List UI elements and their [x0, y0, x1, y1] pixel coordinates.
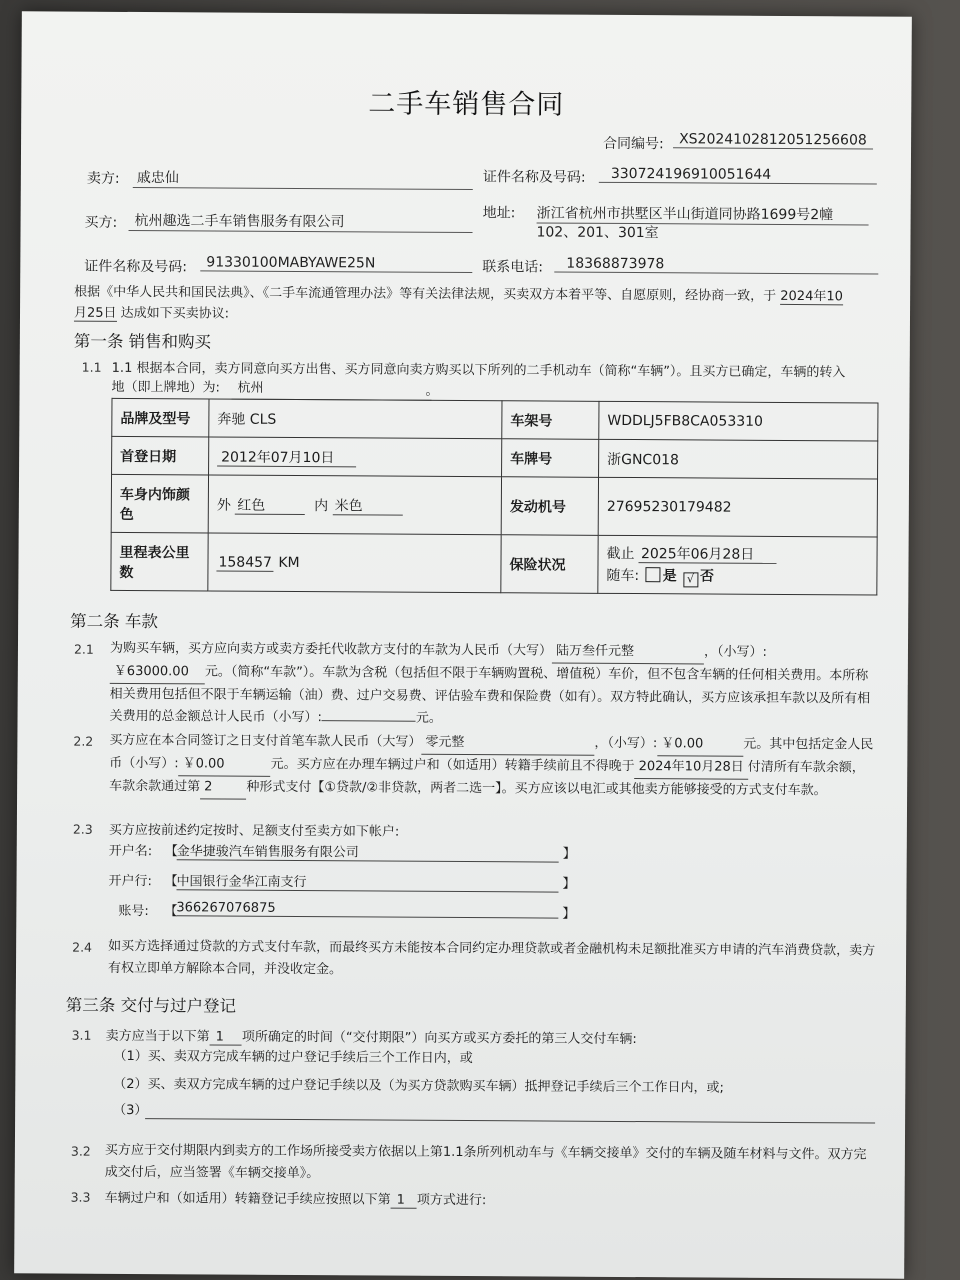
section-3-title: 第三条 交付与过户登记: [65, 995, 237, 1016]
clause-2-2-e: 付清所有车款余额，车款余款通过第: [109, 759, 865, 795]
acct-name-label: 开户名:: [108, 843, 153, 860]
bank-value: 中国银行金华江南支行: [176, 870, 558, 892]
mileage-cell: [208, 533, 501, 593]
clause-3-3-b: 项方式进行:: [416, 1192, 487, 1209]
clause-2-2-d: 元。买方应在办理车辆过户和（如适用）转籍手续前且不得晚于: [270, 756, 635, 775]
clause-2-1-a: 为购买车辆，买方应向卖方或卖方委托代收款方支付的车款为人民币（大写）: [109, 640, 553, 659]
color-label: 车身内饰颜色: [111, 474, 208, 533]
clause-2-1-num: 2.1: [73, 641, 94, 657]
first-payment-cn: 零元整: [421, 732, 594, 756]
ext-color: 红色: [235, 497, 305, 514]
acct-name-lb: 【: [164, 844, 178, 860]
page-title: 二手车销售合同: [368, 88, 565, 121]
yes-label: 是: [662, 567, 677, 584]
clause-2-2-c: 元。其中包括定金人民币（小写）:: [109, 736, 874, 772]
clause-1-1-text: 1.1 根据本合同，卖方同意向买方出售、买方同意向卖方购买以下所列的二手机动车（简称“车辆”）。且买方已确定，车辆的转入: [111, 360, 846, 381]
clause-2-4-num: 2.4: [72, 939, 93, 955]
insurance-label: 保险状况: [501, 535, 598, 594]
int-prefix: 内: [314, 497, 329, 514]
delivery-item: 1: [210, 1029, 242, 1045]
clause-2-2-a: 买方应在本合同签订之日支付首笔车款人民币（大写）: [109, 732, 422, 750]
int-color: 米色: [333, 498, 403, 515]
first-payment-value: ￥0.00: [657, 733, 743, 757]
option-3: （3）: [113, 1102, 148, 1119]
clause-1-1-end: 。: [425, 383, 439, 399]
deposit-value: ￥0.00: [179, 753, 271, 777]
yes-checkbox[interactable]: [646, 567, 661, 582]
preamble-date2: 月25日: [73, 305, 117, 321]
clause-3-3-text: [105, 1188, 487, 1211]
reg-date-value: 2012年07月10日: [217, 449, 356, 467]
buyer-label: 买方:: [84, 214, 118, 231]
preamble-date: 2024年10: [780, 288, 843, 305]
clause-3-3-a: 车辆过户和（如适用）转籍登记手续应按照以下第: [104, 1190, 391, 1208]
mileage-unit: KM: [278, 554, 300, 571]
clause-2-2-b: ，（小写）:: [594, 735, 658, 752]
mileage-value: 158457: [216, 554, 274, 571]
section-1-title: 第一条 销售和购买: [73, 331, 212, 352]
table-row: [112, 398, 878, 441]
insurance-prefix: 截止: [606, 545, 635, 562]
section-2-title: 第二条 车款: [70, 611, 158, 632]
insurance-cell: [598, 535, 877, 595]
engine-value: 27695230179482: [598, 477, 877, 537]
no-label: 否: [700, 567, 715, 585]
mileage-label: 里程表公里数: [111, 532, 208, 591]
insurance-date: 2025年06月28日: [639, 546, 776, 564]
clause-3-1-num: 3.1: [71, 1027, 92, 1043]
buyer-id-label: 证件名称及号码:: [84, 258, 188, 276]
clause-2-3-num: 2.3: [72, 821, 93, 837]
clause-2-2-num: 2.2: [73, 733, 94, 749]
preamble-text2: 达成如下买卖协议:: [120, 305, 230, 322]
clause-3-3-num: 3.3: [70, 1189, 91, 1205]
clause-3-1-b: 项所确定的时间（“交付期限”）向买方或买方委托的第三人交付车辆:: [241, 1029, 637, 1048]
preamble-text: 根据《中华人民共和国民法典》、《二手车流通管理办法》等有关法律法规，买卖双方本着平等、自愿原则，经协商一致，于: [74, 284, 777, 304]
acct-no-lb: 【: [164, 904, 178, 920]
acct-name-value: 金华捷骏汽车销售服务有限公司: [177, 840, 559, 862]
bank-rb: 】: [562, 876, 576, 892]
with-car-label: 随车:: [606, 567, 640, 584]
seller-label: 卖方:: [86, 170, 120, 187]
no-checkbox[interactable]: √: [683, 572, 698, 587]
clause-1-1-text2: 地（即上牌地）为:: [111, 379, 221, 396]
register-place: 杭州: [231, 378, 431, 401]
acct-no-value: 366267076875: [176, 900, 558, 918]
bank-label: 开户行:: [108, 873, 152, 890]
contract-no-value: XS2024102812051256608: [673, 131, 873, 149]
transfer-item: 1: [391, 1193, 417, 1209]
plate-label: 车牌号: [502, 439, 599, 478]
vin-value: WDDLJ5FB8CA053310: [599, 401, 878, 441]
total-blank: [322, 720, 416, 722]
clause-2-3-text: 买方应按前述约定按时、足额支付至卖方如下帐户:: [108, 822, 400, 840]
address-line2: 102、201、301室: [536, 224, 659, 242]
acct-name-rb: 】: [562, 846, 576, 862]
brand-value: 奔驰 CLS: [209, 399, 502, 439]
seller-id-label: 证件名称及号码:: [482, 169, 586, 186]
table-row: [112, 436, 878, 479]
clause-3-2-text: 买方应于交付期限内到卖方的工作场所接受卖方依据以上第1.1条所列机动车与《车辆交接单》交付的车辆及随车材料与文件。双方完成交付后，应当签署《车辆交接单》。: [104, 1142, 867, 1182]
contract-page: [14, 11, 912, 1278]
acct-no-rb: 】: [562, 906, 576, 922]
bank-lb: 【: [164, 874, 178, 890]
contract-no-label: 合同编号:: [603, 135, 664, 153]
engine-label: 发动机号: [501, 477, 598, 536]
reg-date-cell: [209, 437, 502, 477]
vin-label: 车架号: [502, 401, 599, 440]
clause-2-2-f: 种形式支付【①贷款/②非贷款，两者二选一】。买方应该以电汇或其他卖方能够接受的方式支付车款。: [246, 779, 827, 799]
clause-3-2-num: 3.2: [70, 1143, 91, 1159]
phone-label: 联系电话:: [482, 259, 544, 276]
clause-2-1-d: 元。: [415, 710, 443, 726]
buyer-value: 杭州趣选二手车销售服务有限公司: [129, 210, 473, 233]
buyer-id-value: 91330100MABYAWE25N: [200, 254, 472, 273]
address-line1: 浙江省杭州市拱墅区半山街道同协路1699号2幢: [537, 202, 869, 225]
table-row: [111, 474, 877, 537]
ext-prefix: 外: [216, 496, 231, 514]
payment-way: 2: [200, 776, 246, 799]
clause-2-4-text: 如买方选择通过贷款的方式支付车款，而最终买方未能按本合同约定办理贷款或者金融机构未足额批准买方申请的汽车消费贷款，卖方有权立即单方解除本合同，并没收定金。: [107, 938, 876, 978]
acct-no-label: 账号:: [118, 903, 149, 920]
clause-3-1-a: 卖方应当于以下第: [105, 1028, 210, 1045]
option-2: （2）买、卖双方完成车辆的过户登记手续以及（为买方贷款购买车辆）抵押登记手续后三个工作日内，或;: [113, 1076, 725, 1096]
plate-value: 浙GNC018: [599, 439, 878, 479]
color-cell: [208, 475, 501, 535]
amount-cn: 陆万叁仟元整: [552, 641, 704, 665]
seller-value: 戚忠仙: [133, 167, 473, 190]
clause-2-1-b: ，（小写）:: [703, 644, 767, 660]
vehicle-table: [110, 398, 878, 596]
phone-value: 18368873978: [554, 256, 878, 275]
clause-2-1-text: [109, 638, 876, 733]
option-1: （1）买、卖双方完成车辆的过户登记手续后三个工作日内，或: [113, 1048, 473, 1067]
amount-value: ￥63000.00: [110, 661, 205, 685]
option-3-blank: [145, 1118, 875, 1123]
clause-2-2-text: [109, 730, 875, 804]
brand-label: 品牌及型号: [112, 398, 209, 437]
clause-1-1-num: 1.1: [81, 359, 102, 375]
clause-2-1-c: 元。（简称“车款”）。车款为含税（包括但不限于车辆购置税、增值税）车价，但不包含车辆的任何相关费用。本所称相关费用包括但不限于车辆运输（油）费、过户交易费、评估验车费和保险费（如有）。双方特此确认，买方应该承担车款以及所有相关费用的总金额总计人民币（小写）:: [109, 664, 871, 726]
address-label: 地址:: [482, 205, 516, 222]
table-row: [111, 532, 877, 595]
preamble: [74, 282, 874, 329]
balance-deadline: 2024年10月28日: [635, 756, 748, 780]
reg-date-label: 首登日期: [112, 436, 209, 475]
seller-id-value: 330724196910051644: [599, 166, 877, 185]
